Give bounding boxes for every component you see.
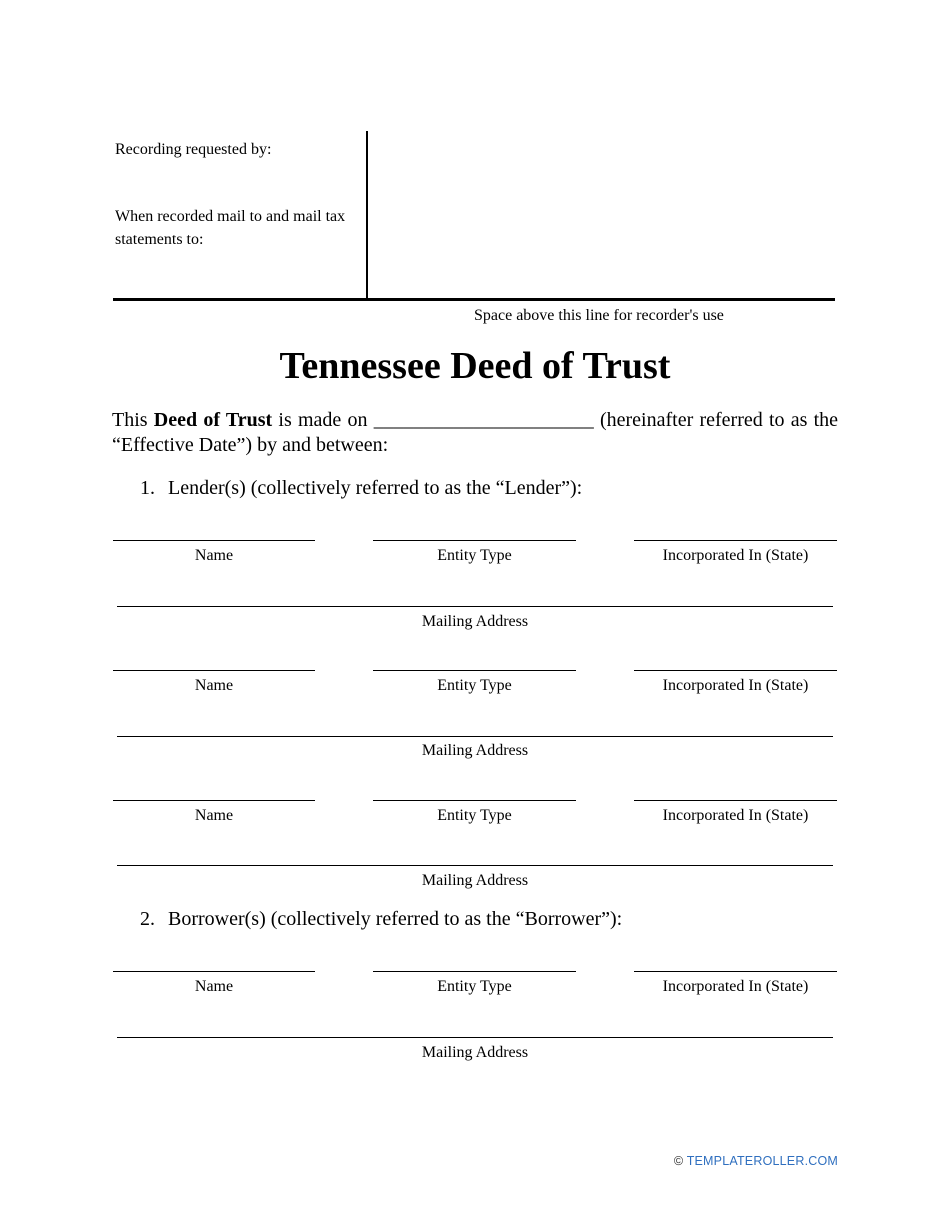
name-label: Name: [194, 978, 234, 995]
incorporated-label: Incorporated In (State): [662, 677, 809, 694]
mail-to-label: When recorded mail to and mail tax statements to:: [115, 208, 346, 248]
section-lender-heading: [140, 476, 582, 501]
entity-type-label: Entity Type: [437, 547, 512, 564]
borrower-1-name-line[interactable]: [113, 971, 315, 972]
lender-3-state-line[interactable]: [634, 800, 837, 801]
incorporated-label: Incorporated In (State): [662, 978, 809, 995]
lender-2-entity-line[interactable]: [373, 670, 576, 671]
document-title: Tennessee Deed of Trust: [279, 345, 671, 387]
lender-3-name-line[interactable]: [113, 800, 315, 801]
recording-requested-label: Recording requested by:: [115, 141, 272, 158]
lender-1-entity-line[interactable]: [373, 540, 576, 541]
recorder-line: [113, 298, 835, 301]
lender-1-state-line[interactable]: [634, 540, 837, 541]
intro-prefix: This: [112, 409, 148, 431]
brand-link[interactable]: TEMPLATEROLLER.COM: [686, 1154, 838, 1168]
name-label: Name: [194, 547, 234, 564]
mailing-address-label: Mailing Address: [421, 613, 529, 630]
section-heading-text: Lender(s) (collectively referred to as the “Lender”):: [168, 477, 583, 499]
intro-suffix: (hereinafter referred to as the “Effective Date”) by and between:: [112, 409, 839, 456]
borrower-1-address-line[interactable]: [117, 1037, 833, 1038]
section-heading-text: Borrower(s) (collectively referred to as the “Borrower”):: [168, 908, 623, 930]
mailing-address-label: Mailing Address: [421, 1044, 529, 1061]
effective-date-blank[interactable]: ______________________: [373, 409, 594, 431]
mailing-address-label: Mailing Address: [421, 742, 529, 759]
recorder-use-note: Space above this line for recorder's use: [474, 307, 724, 324]
lender-1-address-line[interactable]: [117, 606, 833, 607]
footer-brand: [674, 1154, 838, 1168]
lender-2-name-line[interactable]: [113, 670, 315, 671]
section-number: 2.: [140, 908, 155, 930]
incorporated-label: Incorporated In (State): [662, 807, 809, 824]
name-label: Name: [194, 807, 234, 824]
lender-2-address-line[interactable]: [117, 736, 833, 737]
intro-middle: is made on: [278, 409, 368, 431]
borrower-1-state-line[interactable]: [634, 971, 837, 972]
section-number: 1.: [140, 477, 155, 499]
entity-type-label: Entity Type: [437, 807, 512, 824]
intro-paragraph: [112, 408, 838, 458]
entity-type-label: Entity Type: [437, 978, 512, 995]
incorporated-label: Incorporated In (State): [662, 547, 809, 564]
lender-3-address-line[interactable]: [117, 865, 833, 866]
lender-3-entity-line[interactable]: [373, 800, 576, 801]
intro-bold: Deed of Trust: [153, 409, 273, 431]
section-borrower-heading: [140, 907, 622, 932]
entity-type-label: Entity Type: [437, 677, 512, 694]
mailing-address-label: Mailing Address: [421, 872, 529, 889]
copyright-symbol: ©: [673, 1154, 684, 1168]
lender-1-name-line[interactable]: [113, 540, 315, 541]
recording-divider-vertical: [366, 131, 368, 301]
borrower-1-entity-line[interactable]: [373, 971, 576, 972]
lender-2-state-line[interactable]: [634, 670, 837, 671]
name-label: Name: [194, 677, 234, 694]
